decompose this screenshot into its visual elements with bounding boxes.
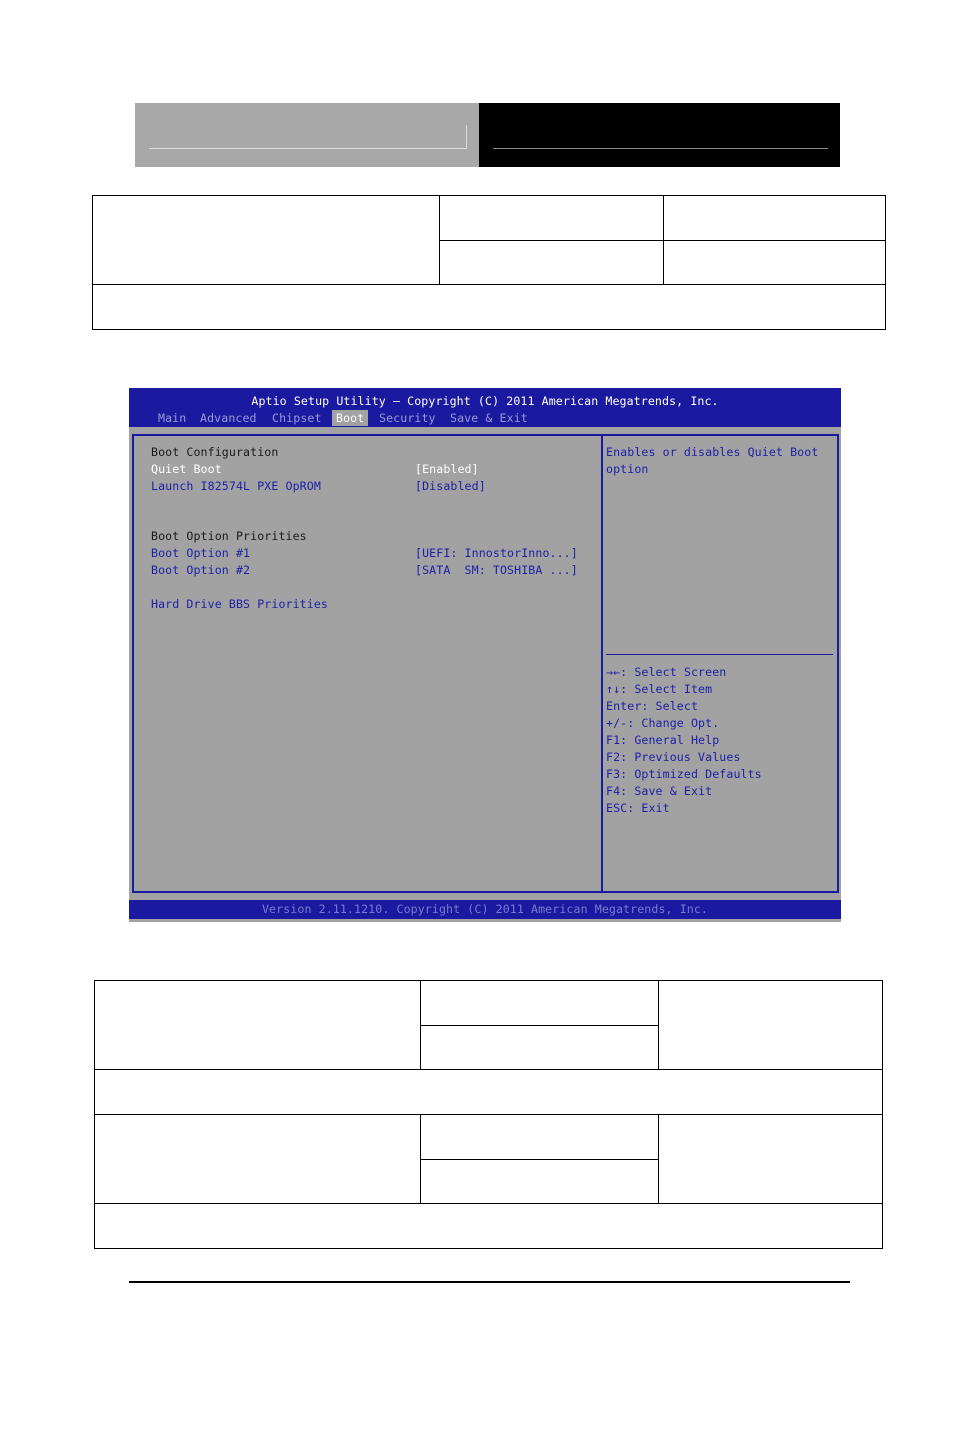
banner-right-rule xyxy=(493,148,828,149)
key-previous-values: F2: Previous Values xyxy=(606,750,741,764)
tab-advanced[interactable]: Advanced xyxy=(200,411,257,425)
quiet-boot-item[interactable]: Quiet Boot xyxy=(151,462,222,476)
top-table-name-cell xyxy=(93,196,440,285)
bios-screen xyxy=(129,388,841,922)
key-optimized-defaults: F3: Optimized Defaults xyxy=(606,767,762,781)
bottom-table-option-cell-3 xyxy=(421,1115,659,1160)
page-bottom-rule xyxy=(129,1281,850,1283)
bottom-table-option-cell-4 xyxy=(421,1160,659,1204)
bottom-option-table xyxy=(94,980,883,1249)
bottom-table-option-cell-1 xyxy=(421,981,659,1026)
tab-chipset[interactable]: Chipset xyxy=(272,411,322,425)
bottom-table-option-cell-2 xyxy=(421,1026,659,1070)
help-text-line-2: option xyxy=(606,462,649,476)
top-table-extra-cell-1 xyxy=(664,196,886,241)
tab-save-exit[interactable]: Save & Exit xyxy=(450,411,528,425)
bios-panel-divider xyxy=(601,434,603,893)
banner-left-rule xyxy=(149,148,467,149)
tab-main[interactable]: Main xyxy=(158,411,187,425)
bios-main-frame xyxy=(132,434,839,893)
bottom-table-name-cell-1 xyxy=(95,981,421,1070)
bottom-table-description-cell-2 xyxy=(95,1204,883,1249)
top-table-option-cell-1 xyxy=(440,196,664,241)
hard-drive-bbs-priorities-item[interactable]: Hard Drive BBS Priorities xyxy=(151,597,329,611)
boot-configuration-heading: Boot Configuration xyxy=(151,445,279,459)
bottom-table-description-cell-1 xyxy=(95,1070,883,1115)
top-table-description-cell xyxy=(93,285,886,330)
boot-option-2-item[interactable]: Boot Option #2 xyxy=(151,563,251,577)
key-select-item: ↑↓: Select Item xyxy=(606,682,713,696)
tab-security[interactable]: Security xyxy=(379,411,436,425)
bios-title: Aptio Setup Utility – Copyright (C) 2011 American Megatrends, Inc. xyxy=(251,394,719,408)
quiet-boot-value[interactable]: [Enabled] xyxy=(415,462,479,476)
bottom-table-extra-cell-1 xyxy=(659,981,883,1070)
bottom-table-name-cell-2 xyxy=(95,1115,421,1204)
launch-pxe-oprom-item[interactable]: Launch I82574L PXE OpROM xyxy=(151,479,321,493)
boot-option-2-value[interactable]: [SATA SM: TOSHIBA ...] xyxy=(415,563,578,577)
bios-footer-bar xyxy=(129,900,841,919)
bottom-table-extra-cell-2 xyxy=(659,1115,883,1204)
top-table-option-cell-2 xyxy=(440,241,664,285)
help-text-line-1: Enables or disables Quiet Boot xyxy=(606,445,819,459)
bios-footer-text: Version 2.11.1210. Copyright (C) 2011 American Megatrends, Inc. xyxy=(261,902,709,916)
banner-left-notch xyxy=(466,125,467,149)
bios-help-separator xyxy=(606,654,833,655)
boot-option-priorities-heading: Boot Option Priorities xyxy=(151,529,307,543)
key-select-screen: →←: Select Screen xyxy=(606,665,727,679)
top-table-extra-cell-2 xyxy=(664,241,886,285)
key-general-help: F1: General Help xyxy=(606,733,720,747)
header-banner-right xyxy=(479,103,840,167)
key-change-opt: +/-: Change Opt. xyxy=(606,716,720,730)
boot-option-1-value[interactable]: [UEFI: InnostorInno...] xyxy=(415,546,578,560)
top-option-table xyxy=(92,195,886,330)
bios-title-bar xyxy=(129,388,841,427)
key-esc-exit: ESC: Exit xyxy=(606,801,670,815)
launch-pxe-oprom-value[interactable]: [Disabled] xyxy=(415,479,486,493)
tab-boot[interactable]: Boot xyxy=(332,410,368,426)
key-save-exit: F4: Save & Exit xyxy=(606,784,713,798)
boot-option-1-item[interactable]: Boot Option #1 xyxy=(151,546,251,560)
header-banner-left xyxy=(135,103,479,167)
key-enter-select: Enter: Select xyxy=(606,699,699,713)
